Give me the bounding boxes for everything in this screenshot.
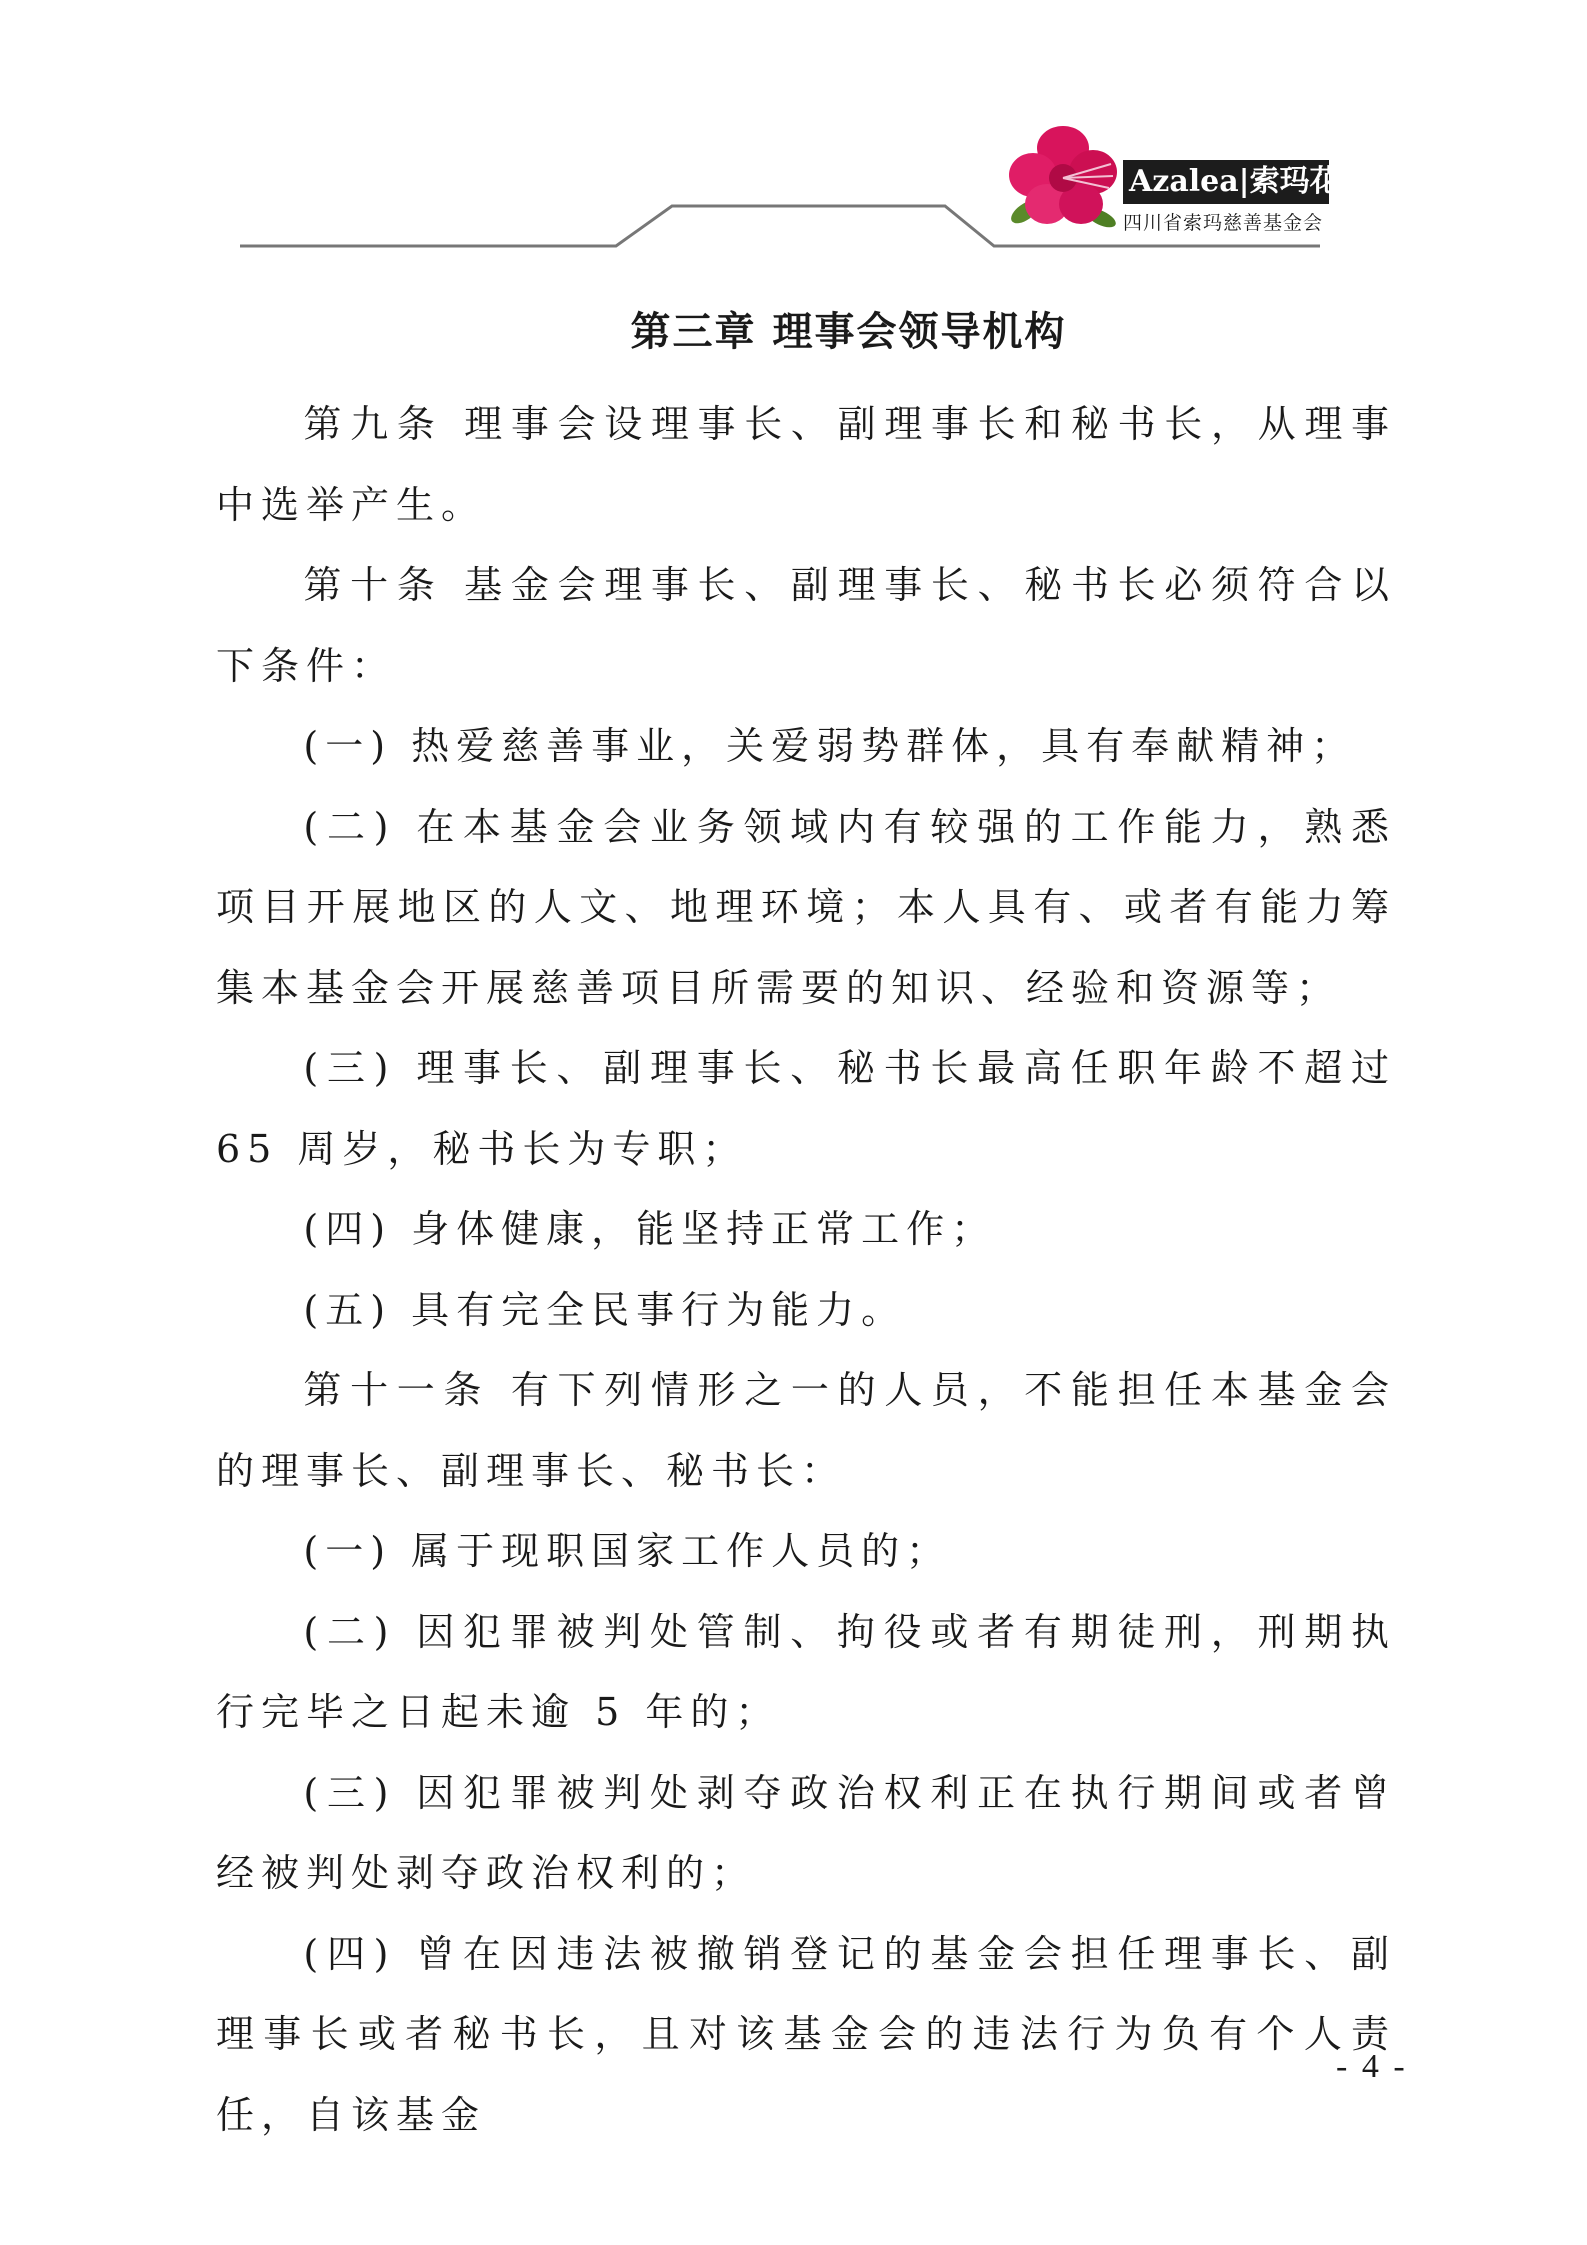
paragraph-clause-10-5: (五) 具有完全民事行为能力。 (303, 1287, 907, 1332)
paragraph-clause-10-3: (三) 理事长、副理事长、秘书长最高任职年龄不超过 65 周岁，秘书长为专职； (216, 1046, 1396, 1171)
paragraph-article-10: 第十条 基金会理事长、副理事长、秘书长必须符合以下条件： (216, 563, 1396, 688)
paragraph-clause-10-2: (二) 在本基金会业务领域内有较强的工作能力，熟悉项目开展地区的人文、地理环境；本人具有、或者有能力筹集本基金会开展慈善项目所需要的知识、经验和资源等； (216, 804, 1396, 1010)
paragraph-clause-11-3: (三) 因犯罪被判处剥夺政治权利正在执行期间或者曾经被判处剥夺政治权利的； (216, 1770, 1396, 1895)
chapter-title: 第三章 理事会领导机构 (630, 309, 1067, 355)
paragraph-clause-10-4: (四) 身体健康，能坚持正常工作； (303, 1207, 997, 1251)
foundation-logo (1003, 120, 1340, 240)
azalea-flower-icon (1003, 120, 1123, 240)
paragraph-clause-11-2: (二) 因犯罪被判处管制、拘役或者有期徒刑，刑期执行完毕之日起未逾 5 年的； (216, 1609, 1396, 1734)
paragraph-clause-11-4: (四) 曾在因违法被撤销登记的基金会担任理事长、副理事长或者秘书长，且对该基金会的违法行为负有个人责任，自该基金 (216, 1931, 1396, 2137)
paragraph-clause-10-1: (一) 热爱慈善事业，关爱弱势群体，具有奉献精神； (303, 724, 1357, 768)
article-body (216, 384, 1396, 2155)
paragraph-article-9: 第九条 理事会设理事长、副理事长和秘书长，从理事中选举产生。 (216, 402, 1396, 527)
page-number: - 4 - (1336, 2048, 1408, 2085)
logo-org-name: 四川省索玛慈善基金会 (1123, 212, 1324, 234)
logo-brand-text: Azalea|索玛花 (1123, 160, 1329, 204)
header-rule (0, 0, 1587, 260)
paragraph-article-11: 第十一条 有下列情形之一的人员，不能担任本基金会的理事长、副理事长、秘书长： (216, 1368, 1396, 1493)
paragraph-clause-11-1: (一) 属于现职国家工作人员的； (303, 1529, 952, 1573)
